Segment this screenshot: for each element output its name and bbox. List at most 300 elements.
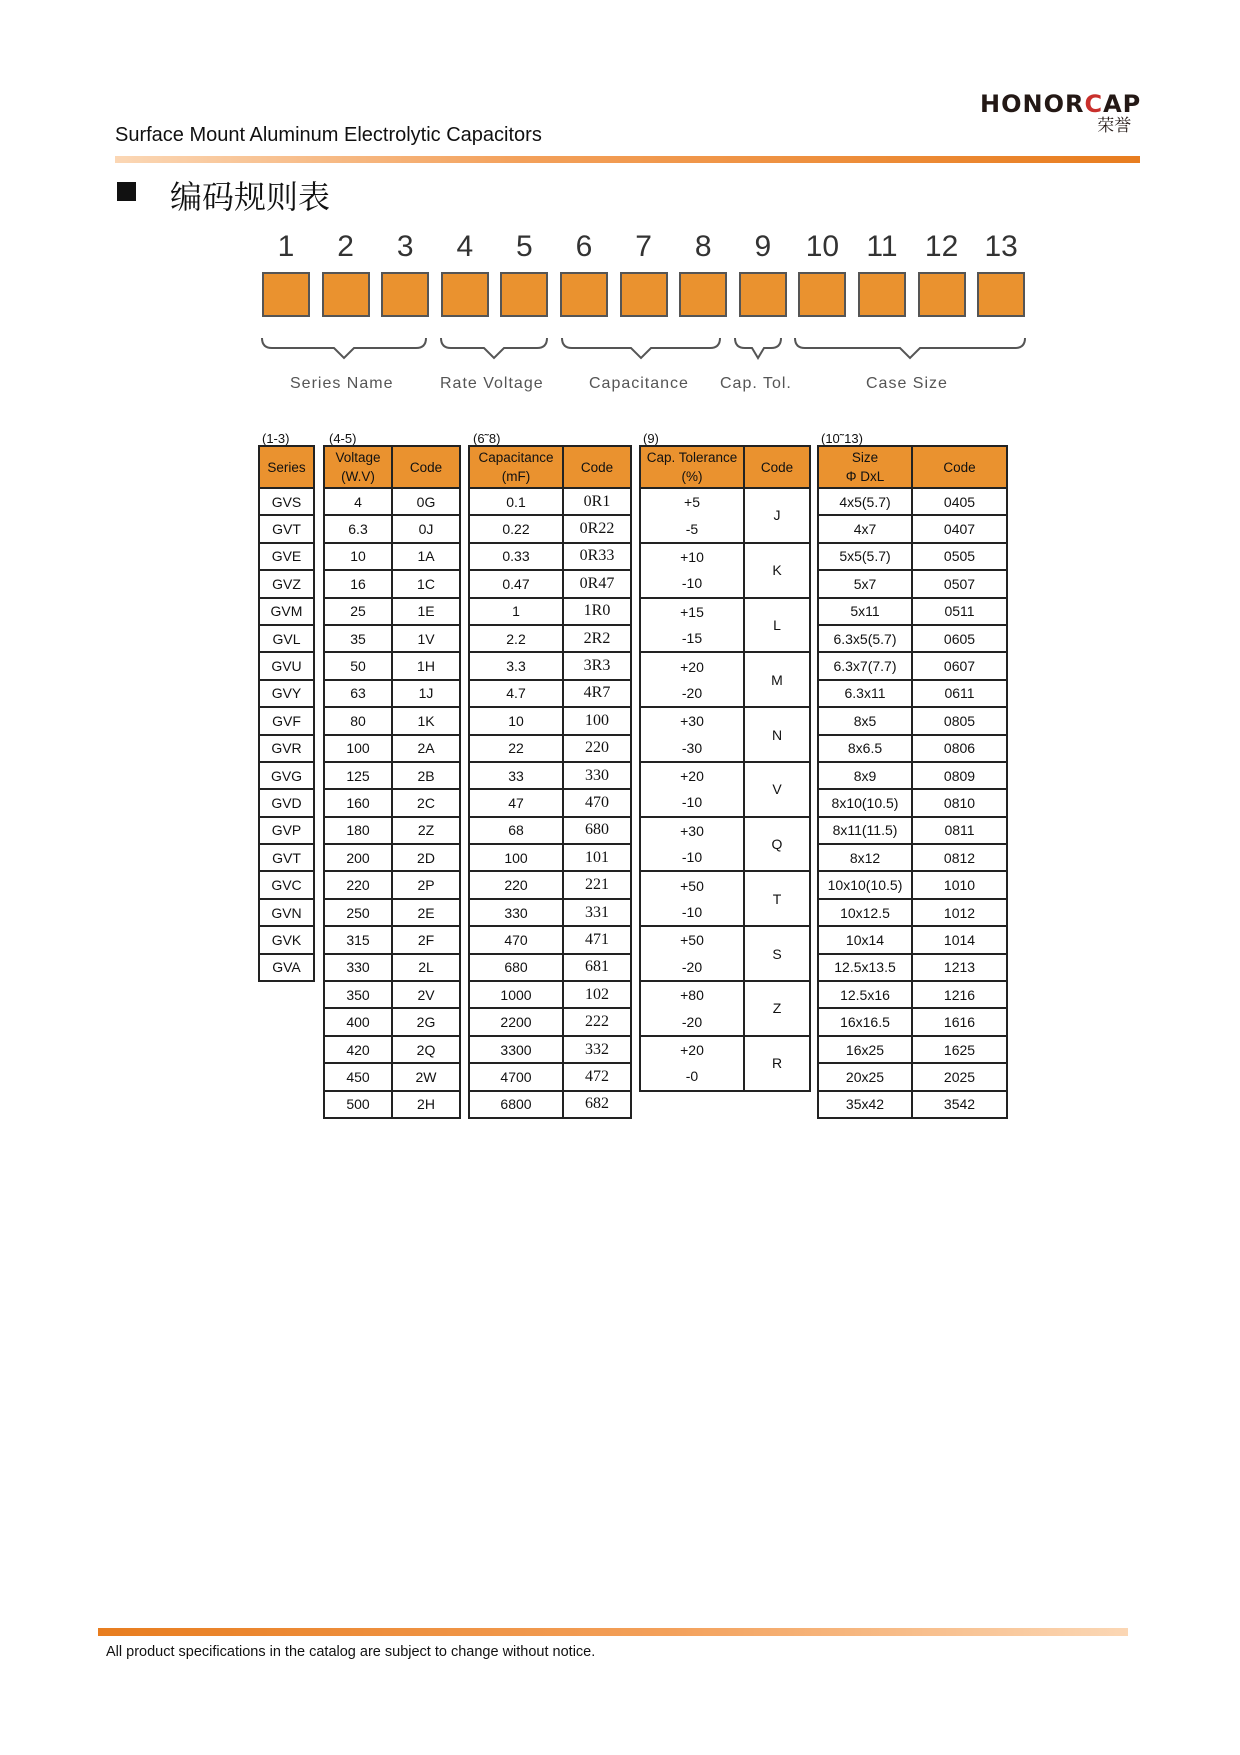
value-cell: 50 [324, 652, 392, 679]
series-cell: GVT [259, 844, 314, 871]
code-cell: 100 [563, 707, 631, 734]
code-cell: 0805 [912, 707, 1007, 734]
tolerance-minus-cell: -10 [640, 899, 744, 926]
code-cell: 1012 [912, 899, 1007, 926]
tolerance-minus-cell: -20 [640, 954, 744, 981]
brace-case-size [795, 338, 1025, 358]
series-cell: GVK [259, 926, 314, 953]
tolerance-minus-cell: -0 [640, 1063, 744, 1090]
tolerance-plus-cell: +50 [640, 871, 744, 898]
code-cell: 1R0 [563, 598, 631, 625]
capacitance-range-label: (6˜8) [473, 431, 501, 446]
code-cell: 0507 [912, 570, 1007, 597]
table-row [818, 789, 1007, 816]
voltage-header-unit: (W.V) [341, 469, 375, 484]
code-cell: 1J [392, 680, 460, 707]
code-cell: 1H [392, 652, 460, 679]
tolerance-code-cell: Q [744, 817, 810, 872]
capacitance-header [469, 446, 563, 488]
value-cell: 350 [324, 981, 392, 1008]
series-cell: GVP [259, 817, 314, 844]
value-cell: 4x7 [818, 515, 912, 542]
table-row [818, 707, 1007, 734]
voltage-header [324, 446, 392, 488]
table-row [469, 871, 631, 898]
code-cell: 0812 [912, 844, 1007, 871]
code-cell: 2V [392, 981, 460, 1008]
value-cell: 0.22 [469, 515, 563, 542]
table-row [324, 954, 460, 981]
code-cell: 0806 [912, 735, 1007, 762]
position-number: 7 [635, 230, 652, 263]
table-row [640, 543, 810, 570]
position-number: 6 [575, 230, 593, 263]
table-row [259, 817, 314, 844]
tolerance-code-cell: L [744, 598, 810, 653]
value-cell: 330 [324, 954, 392, 981]
series-cell: GVL [259, 625, 314, 652]
value-cell: 20x25 [818, 1063, 912, 1090]
code-cell: 2G [392, 1008, 460, 1035]
value-cell: 470 [469, 926, 563, 953]
tolerance-plus-cell: +15 [640, 598, 744, 625]
value-cell: 10x14 [818, 926, 912, 953]
table-row [818, 515, 1007, 542]
position-box [500, 272, 548, 317]
tolerance-minus-cell: -5 [640, 515, 744, 542]
table-row [469, 1008, 631, 1035]
position-box [560, 272, 608, 317]
table-row [259, 844, 314, 871]
brace-series [262, 338, 426, 358]
table-row [324, 899, 460, 926]
code-cell: 0605 [912, 625, 1007, 652]
table-row [259, 954, 314, 981]
table-row [640, 762, 810, 789]
section-title: 编码规则表 [170, 178, 331, 216]
table-row [324, 570, 460, 597]
value-cell: 2.2 [469, 625, 563, 652]
table-row [259, 926, 314, 953]
code-cell: 2C [392, 789, 460, 816]
table-row [469, 817, 631, 844]
value-cell: 68 [469, 817, 563, 844]
tolerance-plus-cell: +30 [640, 707, 744, 734]
series-cell: GVM [259, 598, 314, 625]
code-cell: 0G [392, 488, 460, 515]
value-cell: 180 [324, 817, 392, 844]
value-cell: 500 [324, 1091, 392, 1118]
table-row [259, 625, 314, 652]
value-cell: 5x5(5.7) [818, 543, 912, 570]
table-row [259, 871, 314, 898]
series-cell: GVD [259, 789, 314, 816]
value-cell: 160 [324, 789, 392, 816]
capacitance-code-header: Code [563, 446, 631, 488]
table-row [818, 981, 1007, 1008]
table-row [259, 735, 314, 762]
tolerance-header [640, 446, 744, 488]
table-row [324, 625, 460, 652]
value-cell: 80 [324, 707, 392, 734]
position-number: 12 [924, 230, 959, 263]
table-row [469, 488, 631, 515]
table-row [469, 1091, 631, 1118]
tolerance-range-label: (9) [643, 431, 659, 446]
table-row [324, 871, 460, 898]
position-number: 1 [277, 230, 295, 263]
value-cell: 8x9 [818, 762, 912, 789]
table-row [259, 680, 314, 707]
tolerance-minus-cell: -30 [640, 735, 744, 762]
position-number: 4 [456, 230, 474, 263]
code-group-braces [0, 332, 1240, 372]
position-number: 9 [754, 230, 772, 263]
code-cell: 682 [563, 1091, 631, 1118]
table-row [469, 598, 631, 625]
code-cell: 3542 [912, 1091, 1007, 1118]
position-box [381, 272, 429, 317]
table-row [469, 789, 631, 816]
value-cell: 6.3 [324, 515, 392, 542]
value-cell: 16x16.5 [818, 1008, 912, 1035]
capacitance-table [468, 445, 632, 1119]
series-cell: GVG [259, 762, 314, 789]
tolerance-plus-cell: +20 [640, 1036, 744, 1063]
table-row [259, 899, 314, 926]
table-row [818, 844, 1007, 871]
capacitance-header-unit: (mF) [501, 469, 531, 484]
value-cell: 25 [324, 598, 392, 625]
value-cell: 315 [324, 926, 392, 953]
table-row [324, 926, 460, 953]
value-cell: 5x7 [818, 570, 912, 597]
table-row [469, 954, 631, 981]
value-cell: 330 [469, 899, 563, 926]
series-cell: GVZ [259, 570, 314, 597]
table-row [469, 652, 631, 679]
position-number: 10 [805, 230, 840, 263]
voltage-range-label: (4-5) [329, 431, 357, 446]
series-cell: GVU [259, 652, 314, 679]
code-cell: 0J [392, 515, 460, 542]
table-row [640, 871, 810, 898]
voltage-header-label: Voltage [335, 450, 381, 465]
position-box [679, 272, 727, 317]
value-cell: 0.1 [469, 488, 563, 515]
table-row [324, 543, 460, 570]
value-cell: 33 [469, 762, 563, 789]
series-range-label: (1-3) [262, 431, 290, 446]
tolerance-plus-cell: +5 [640, 488, 744, 515]
position-box [798, 272, 846, 317]
table-row [640, 981, 810, 1008]
logo-chinese-name: 荣誉 [1097, 116, 1132, 136]
tolerance-code-cell: V [744, 762, 810, 817]
value-cell: 6.3x5(5.7) [818, 625, 912, 652]
tolerance-plus-cell: +20 [640, 652, 744, 679]
table-row [640, 652, 810, 679]
code-cell: 1625 [912, 1036, 1007, 1063]
group-label-tolerance: Cap. Tol. [720, 375, 792, 392]
table-row [324, 707, 460, 734]
code-cell: 0810 [912, 789, 1007, 816]
position-number: 5 [516, 230, 533, 263]
value-cell: 0.47 [469, 570, 563, 597]
table-row [324, 1036, 460, 1063]
tolerance-code-cell: Z [744, 981, 810, 1036]
tolerance-code-cell: N [744, 707, 810, 762]
value-cell: 680 [469, 954, 563, 981]
table-row [469, 543, 631, 570]
value-cell: 8x5 [818, 707, 912, 734]
code-cell: 1014 [912, 926, 1007, 953]
position-number: 8 [694, 230, 712, 263]
group-label-voltage: Rate Voltage [440, 375, 544, 392]
table-row [259, 515, 314, 542]
tolerance-table [639, 445, 811, 1092]
table-row [324, 488, 460, 515]
voltage-table [323, 445, 461, 1119]
table-row [324, 598, 460, 625]
code-cell: 2L [392, 954, 460, 981]
code-cell: 1213 [912, 954, 1007, 981]
code-cell: 0R47 [563, 570, 631, 597]
table-row [818, 680, 1007, 707]
document-title: Surface Mount Aluminum Electrolytic Capacitors [115, 124, 542, 146]
tolerance-plus-cell: +30 [640, 817, 744, 844]
value-cell: 5x11 [818, 598, 912, 625]
value-cell: 4.7 [469, 680, 563, 707]
tolerance-code-cell: R [744, 1036, 810, 1091]
table-row [259, 652, 314, 679]
value-cell: 220 [324, 871, 392, 898]
tolerance-plus-cell: +10 [640, 543, 744, 570]
table-row [469, 762, 631, 789]
table-row [469, 844, 631, 871]
table-row [818, 1063, 1007, 1090]
table-row [324, 1008, 460, 1035]
table-row [469, 707, 631, 734]
table-row [818, 871, 1007, 898]
group-label-capacitance: Capacitance [589, 375, 689, 392]
table-row [818, 926, 1007, 953]
table-row [324, 652, 460, 679]
table-row [640, 1036, 810, 1063]
code-cell: 2E [392, 899, 460, 926]
table-row [818, 735, 1007, 762]
table-row [818, 1091, 1007, 1118]
code-cell: 1616 [912, 1008, 1007, 1035]
position-number: 2 [337, 230, 354, 263]
brace-capacitance [562, 338, 720, 358]
position-box [918, 272, 966, 317]
value-cell: 0.33 [469, 543, 563, 570]
table-row [640, 598, 810, 625]
code-cell: 102 [563, 981, 631, 1008]
position-box [977, 272, 1025, 317]
position-box [441, 272, 489, 317]
value-cell: 8x11(11.5) [818, 817, 912, 844]
code-cell: 0407 [912, 515, 1007, 542]
code-cell: 0R22 [563, 515, 631, 542]
value-cell: 250 [324, 899, 392, 926]
table-row [324, 981, 460, 1008]
series-cell: GVS [259, 488, 314, 515]
table-row [469, 515, 631, 542]
value-cell: 8x6.5 [818, 735, 912, 762]
header-rule [115, 156, 1140, 163]
position-box [262, 272, 310, 317]
value-cell: 63 [324, 680, 392, 707]
table-row [469, 680, 631, 707]
tolerance-header-label: Cap. Tolerance [646, 450, 738, 465]
code-cell: 0405 [912, 488, 1007, 515]
value-cell: 4700 [469, 1063, 563, 1090]
code-cell: 470 [563, 789, 631, 816]
table-row [469, 899, 631, 926]
table-row [259, 488, 314, 515]
brace-tolerance [735, 338, 781, 358]
value-cell: 1 [469, 598, 563, 625]
table-row [818, 899, 1007, 926]
size-header-unit: Φ DxL [845, 469, 885, 484]
code-cell: 0607 [912, 652, 1007, 679]
code-cell: 220 [563, 735, 631, 762]
code-cell: 2A [392, 735, 460, 762]
tolerance-minus-cell: -20 [640, 1008, 744, 1035]
code-cell: 1A [392, 543, 460, 570]
tolerance-minus-cell: -10 [640, 570, 744, 597]
code-cell: 1V [392, 625, 460, 652]
series-cell: GVA [259, 954, 314, 981]
table-row [640, 926, 810, 953]
table-row [640, 817, 810, 844]
table-row [818, 1008, 1007, 1035]
size-header-label: Size [851, 450, 879, 465]
series-table [258, 445, 315, 982]
code-cell: 331 [563, 899, 631, 926]
value-cell: 400 [324, 1008, 392, 1035]
table-row [469, 926, 631, 953]
position-box [739, 272, 787, 317]
value-cell: 12.5x16 [818, 981, 912, 1008]
series-header: Series [259, 446, 314, 488]
position-box [620, 272, 668, 317]
table-row [818, 762, 1007, 789]
series-cell: GVF [259, 707, 314, 734]
tolerance-minus-cell: -20 [640, 680, 744, 707]
value-cell: 6.3x7(7.7) [818, 652, 912, 679]
tolerance-minus-cell: -10 [640, 844, 744, 871]
logo-wordmark: HONORCAP [980, 90, 1142, 118]
value-cell: 35 [324, 625, 392, 652]
code-cell: 2P [392, 871, 460, 898]
value-cell: 4 [324, 488, 392, 515]
position-number: 11 [866, 230, 898, 263]
case-size-table [817, 445, 1008, 1119]
code-cell: 2D [392, 844, 460, 871]
value-cell: 12.5x13.5 [818, 954, 912, 981]
company-logo [980, 92, 1141, 136]
code-cell: 1C [392, 570, 460, 597]
table-row [324, 844, 460, 871]
value-cell: 450 [324, 1063, 392, 1090]
table-row [259, 570, 314, 597]
code-cell: 2025 [912, 1063, 1007, 1090]
series-cell: GVN [259, 899, 314, 926]
tolerance-minus-cell: -15 [640, 625, 744, 652]
value-cell: 1000 [469, 981, 563, 1008]
table-row [469, 625, 631, 652]
table-row [324, 515, 460, 542]
position-box [322, 272, 370, 317]
footer-disclaimer: All product specifications in the catalog are subject to change without notice. [106, 1644, 596, 1660]
size-code-header: Code [912, 446, 1007, 488]
series-cell: GVE [259, 543, 314, 570]
code-cell: 2B [392, 762, 460, 789]
code-cell: 0511 [912, 598, 1007, 625]
voltage-code-header: Code [392, 446, 460, 488]
code-cell: 4R7 [563, 680, 631, 707]
code-cell: 0611 [912, 680, 1007, 707]
brace-voltage [441, 338, 547, 358]
table-row [324, 1091, 460, 1118]
table-row [259, 598, 314, 625]
table-row [640, 707, 810, 734]
value-cell: 6800 [469, 1091, 563, 1118]
value-cell: 22 [469, 735, 563, 762]
code-cell: 472 [563, 1063, 631, 1090]
tolerance-code-cell: K [744, 543, 810, 598]
table-row [640, 488, 810, 515]
code-cell: 222 [563, 1008, 631, 1035]
series-cell: GVC [259, 871, 314, 898]
code-cell: 680 [563, 817, 631, 844]
table-row [259, 543, 314, 570]
table-row [469, 735, 631, 762]
code-cell: 1216 [912, 981, 1007, 1008]
value-cell: 8x12 [818, 844, 912, 871]
size-range-label: (10˜13) [821, 431, 863, 446]
tolerance-code-header: Code [744, 446, 810, 488]
value-cell: 200 [324, 844, 392, 871]
table-row [469, 570, 631, 597]
table-row [324, 1063, 460, 1090]
table-row [469, 1063, 631, 1090]
position-number: 13 [984, 230, 1018, 263]
code-cell: 2W [392, 1063, 460, 1090]
tolerance-code-cell: J [744, 488, 810, 543]
table-row [818, 543, 1007, 570]
table-row [324, 680, 460, 707]
table-row [818, 652, 1007, 679]
tolerance-code-cell: S [744, 926, 810, 981]
table-row [818, 488, 1007, 515]
code-cell: 0R1 [563, 488, 631, 515]
size-header [818, 446, 912, 488]
table-row [818, 954, 1007, 981]
series-cell: GVR [259, 735, 314, 762]
tolerance-minus-cell: -10 [640, 789, 744, 816]
tolerance-code-cell: M [744, 652, 810, 707]
value-cell: 420 [324, 1036, 392, 1063]
code-cell: 332 [563, 1036, 631, 1063]
value-cell: 125 [324, 762, 392, 789]
value-cell: 10 [324, 543, 392, 570]
code-cell: 681 [563, 954, 631, 981]
code-cell: 0811 [912, 817, 1007, 844]
